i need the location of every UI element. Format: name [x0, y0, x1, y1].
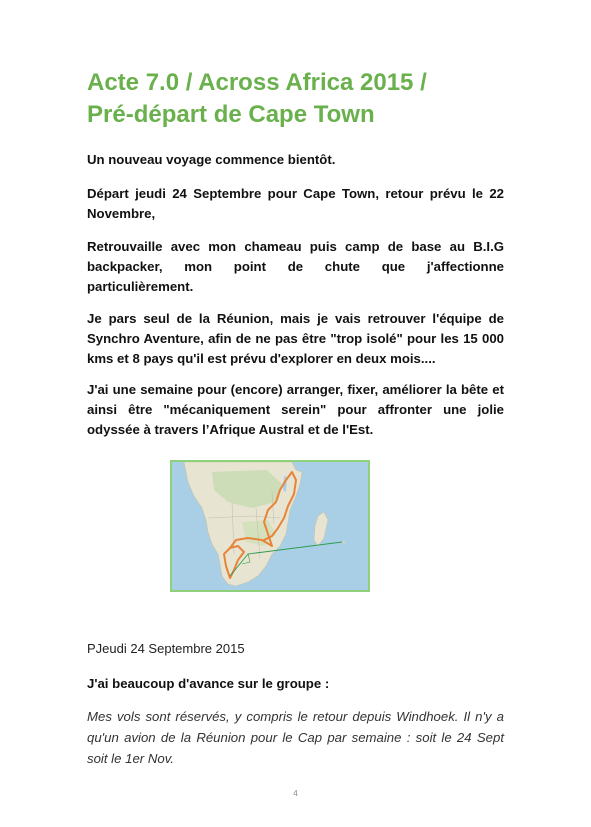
- entry-date: PJeudi 24 Septembre 2015: [87, 641, 245, 656]
- reunion-island: [343, 541, 346, 544]
- document-title: [87, 67, 527, 131]
- route-map-image: [170, 460, 370, 592]
- paragraph-departure: Départ jeudi 24 Septembre pour Cape Town, retour prévu le 22 Novembre,: [87, 186, 504, 221]
- page-number: 4: [293, 789, 298, 798]
- section-subheading: J'ai beaucoup d'avance sur le groupe :: [87, 676, 330, 691]
- title-line-2: Pré-départ de Cape Town: [87, 101, 375, 128]
- route-map-graphic: [172, 462, 368, 590]
- paragraph-preparation: J'ai une semaine pour (encore) arranger, fixer, améliorer la bête et ainsi être "mécaniquement serein" pour affronter une jolie odyssée à travers l’Afrique Austral et de l'Est.: [87, 382, 504, 437]
- paragraph-base-camp: Retrouvaille avec mon chameau puis camp de base au B.I.G backpacker, mon point de chute que j'affectionne particulièrement.: [87, 239, 504, 294]
- paragraph-flights: Mes vols sont réservés, y compris le retour depuis Windhoek. Il n'y a qu'un avion de la Réunion pour le Cap par semaine : soit le 24 Sept soit le 1er Nov.: [87, 709, 504, 766]
- title-line-1: Acte 7.0 / Across Africa 2015 /: [87, 69, 427, 96]
- paragraph-team: Je pars seul de la Réunion, mais je vais retrouver l'équipe de Synchro Aventure, afin de ne pas être "trop isolé" pour les 15 000 kms et 8 pays qu'il est prévu d'explorer en deux mois....: [87, 311, 504, 366]
- paragraph-intro: Un nouveau voyage commence bientôt.: [87, 152, 336, 167]
